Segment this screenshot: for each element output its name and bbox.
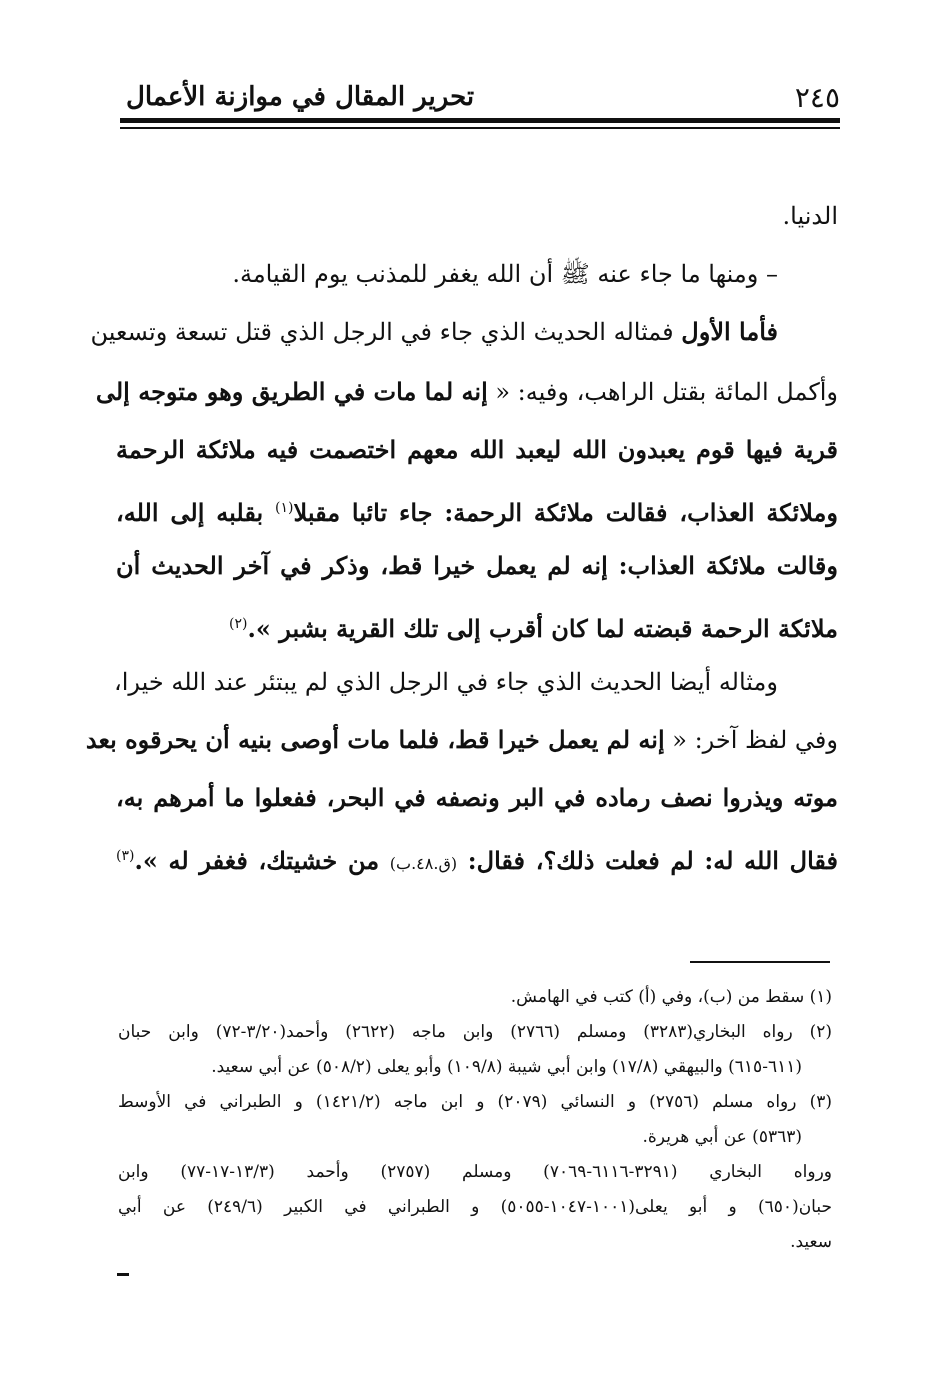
text-segment: بقلبه إلى الله،	[116, 498, 276, 527]
text-line-3	[90, 312, 838, 370]
text-line-4	[95, 370, 838, 428]
text-segment: وملائكة العذاب، فقالت ملائكة الرحمة: جاء تائبا مقبلا	[293, 498, 838, 527]
footnote-3-line-3: ورواه البخاري (٣٢٩١-٦١١٦-٧٠٦٩) ومسلم (٢٧٥٧) وأحمد (١٣/٣-١٧-٧٧) وابن	[118, 1162, 832, 1182]
footnote-3-line-5: سعيد.	[790, 1232, 832, 1252]
text-segment: وفي لفظ آخر: «	[664, 726, 838, 754]
text-line-6	[116, 486, 838, 544]
footnote-3-line-1: (٣) رواه مسلم (٢٧٥٦) و النسائي (٢٠٧٩) و ابن ماجه (١٤٢١/٢) و الطبراني في الأوسط	[118, 1092, 832, 1112]
text-segment: موته ويذروا نصف رماده في البر ونصفه في البحر، ففعلوا ما أمرهم به،	[116, 783, 838, 812]
footnote-2-line-1: (٢) رواه البخاري(٣٢٨٣) ومسلم (٢٧٦٦) وابن ماجه (٢٦٢٢) وأحمد(٣/٢٠-٧٢) وابن حبان	[118, 1022, 832, 1042]
footnote-3-line-4: حبان(٦٥٠) و أبو يعلى(١٠٠١-١٠٤٧-٥٠٥٥) و الطبراني في الكبير (٢٤٩/٦) عن أبي	[118, 1197, 832, 1217]
header-rule-thick	[120, 118, 840, 123]
text-line-10	[85, 718, 838, 776]
text-segment: من خشيتك، فغفر له ».	[134, 846, 390, 875]
footnote-1: (١) سقط من (ب)، وفي (أ) كتب في الهامش.	[510, 987, 832, 1007]
text-segment: فقال الله له: لم فعلت ذلك؟، فقال:	[457, 846, 838, 875]
footnote-3-line-2: (٥٣٦٣) عن أبي هريرة.	[642, 1127, 802, 1147]
header-rule-thin	[120, 127, 840, 129]
bold-phrase: فأما الأول	[681, 317, 778, 346]
text-segment: الدنيا.	[782, 202, 838, 230]
text-line-7	[116, 544, 838, 602]
text-line-1	[116, 196, 838, 254]
text-segment: ومثاله أيضا الحديث الذي جاء في الرجل الذي لم يبتئر عند الله خيرا،	[113, 668, 778, 696]
manuscript-ref: (ق.٤٨.ب)	[389, 854, 458, 873]
text-segment: فمثاله الحديث الذي جاء في الرجل الذي قتل تسعة وتسعين	[90, 318, 682, 346]
bold-phrase: إنه لما مات في الطريق وهو متوجه إلى	[95, 377, 488, 406]
main-text	[85, 196, 838, 892]
footnote-2-line-2: (٦١١-٦١٥) والبيهقي (١٧/٨) وابن أبي شيبة (١٠٩/٨) وأبو يعلى (٥٠٨/٢) عن أبي سعيد.	[211, 1057, 802, 1077]
text-segment: وقالت ملائكة العذاب: إنه لم يعمل خيرا قط، وذكر في آخر الحديث أن	[116, 551, 838, 580]
footnote-marker[interactable]: (٢)	[229, 616, 248, 632]
text-line-5	[116, 428, 838, 486]
footnote-separator	[690, 961, 830, 963]
page-number: ٢٤٥	[794, 81, 840, 114]
text-line-9	[113, 660, 838, 718]
bold-phrase: ملائكة الرحمة قبضته لما كان أقرب إلى تلك القرية بشبر ».	[247, 614, 838, 643]
bold-phrase: إنه لم يعمل خيرا قط، فلما مات أوصى بنيه أن يحرقوه بعد	[85, 725, 665, 754]
running-title: تحرير المقال في موازنة الأعمال	[126, 82, 475, 112]
text-segment: – ومنها ما جاء عنه ﷺ أن الله يغفر للمذنب يوم القيامة.	[232, 260, 778, 288]
text-line-8	[116, 602, 838, 660]
text-line-12	[116, 834, 838, 892]
footnotes	[118, 980, 832, 1260]
text-line-11	[116, 776, 838, 834]
footnote-marker[interactable]: (١)	[275, 500, 294, 516]
continuation-dash	[117, 1273, 129, 1276]
footnote-marker[interactable]: (٣)	[116, 848, 135, 864]
text-segment: وأكمل المائة بقتل الراهب، وفيه: «	[487, 378, 838, 406]
text-line-2	[116, 254, 838, 312]
page-header	[118, 78, 840, 118]
text-segment: قرية فيها قوم يعبدون الله ليعبد الله معهم اختصمت فيه ملائكة الرحمة	[116, 435, 838, 464]
